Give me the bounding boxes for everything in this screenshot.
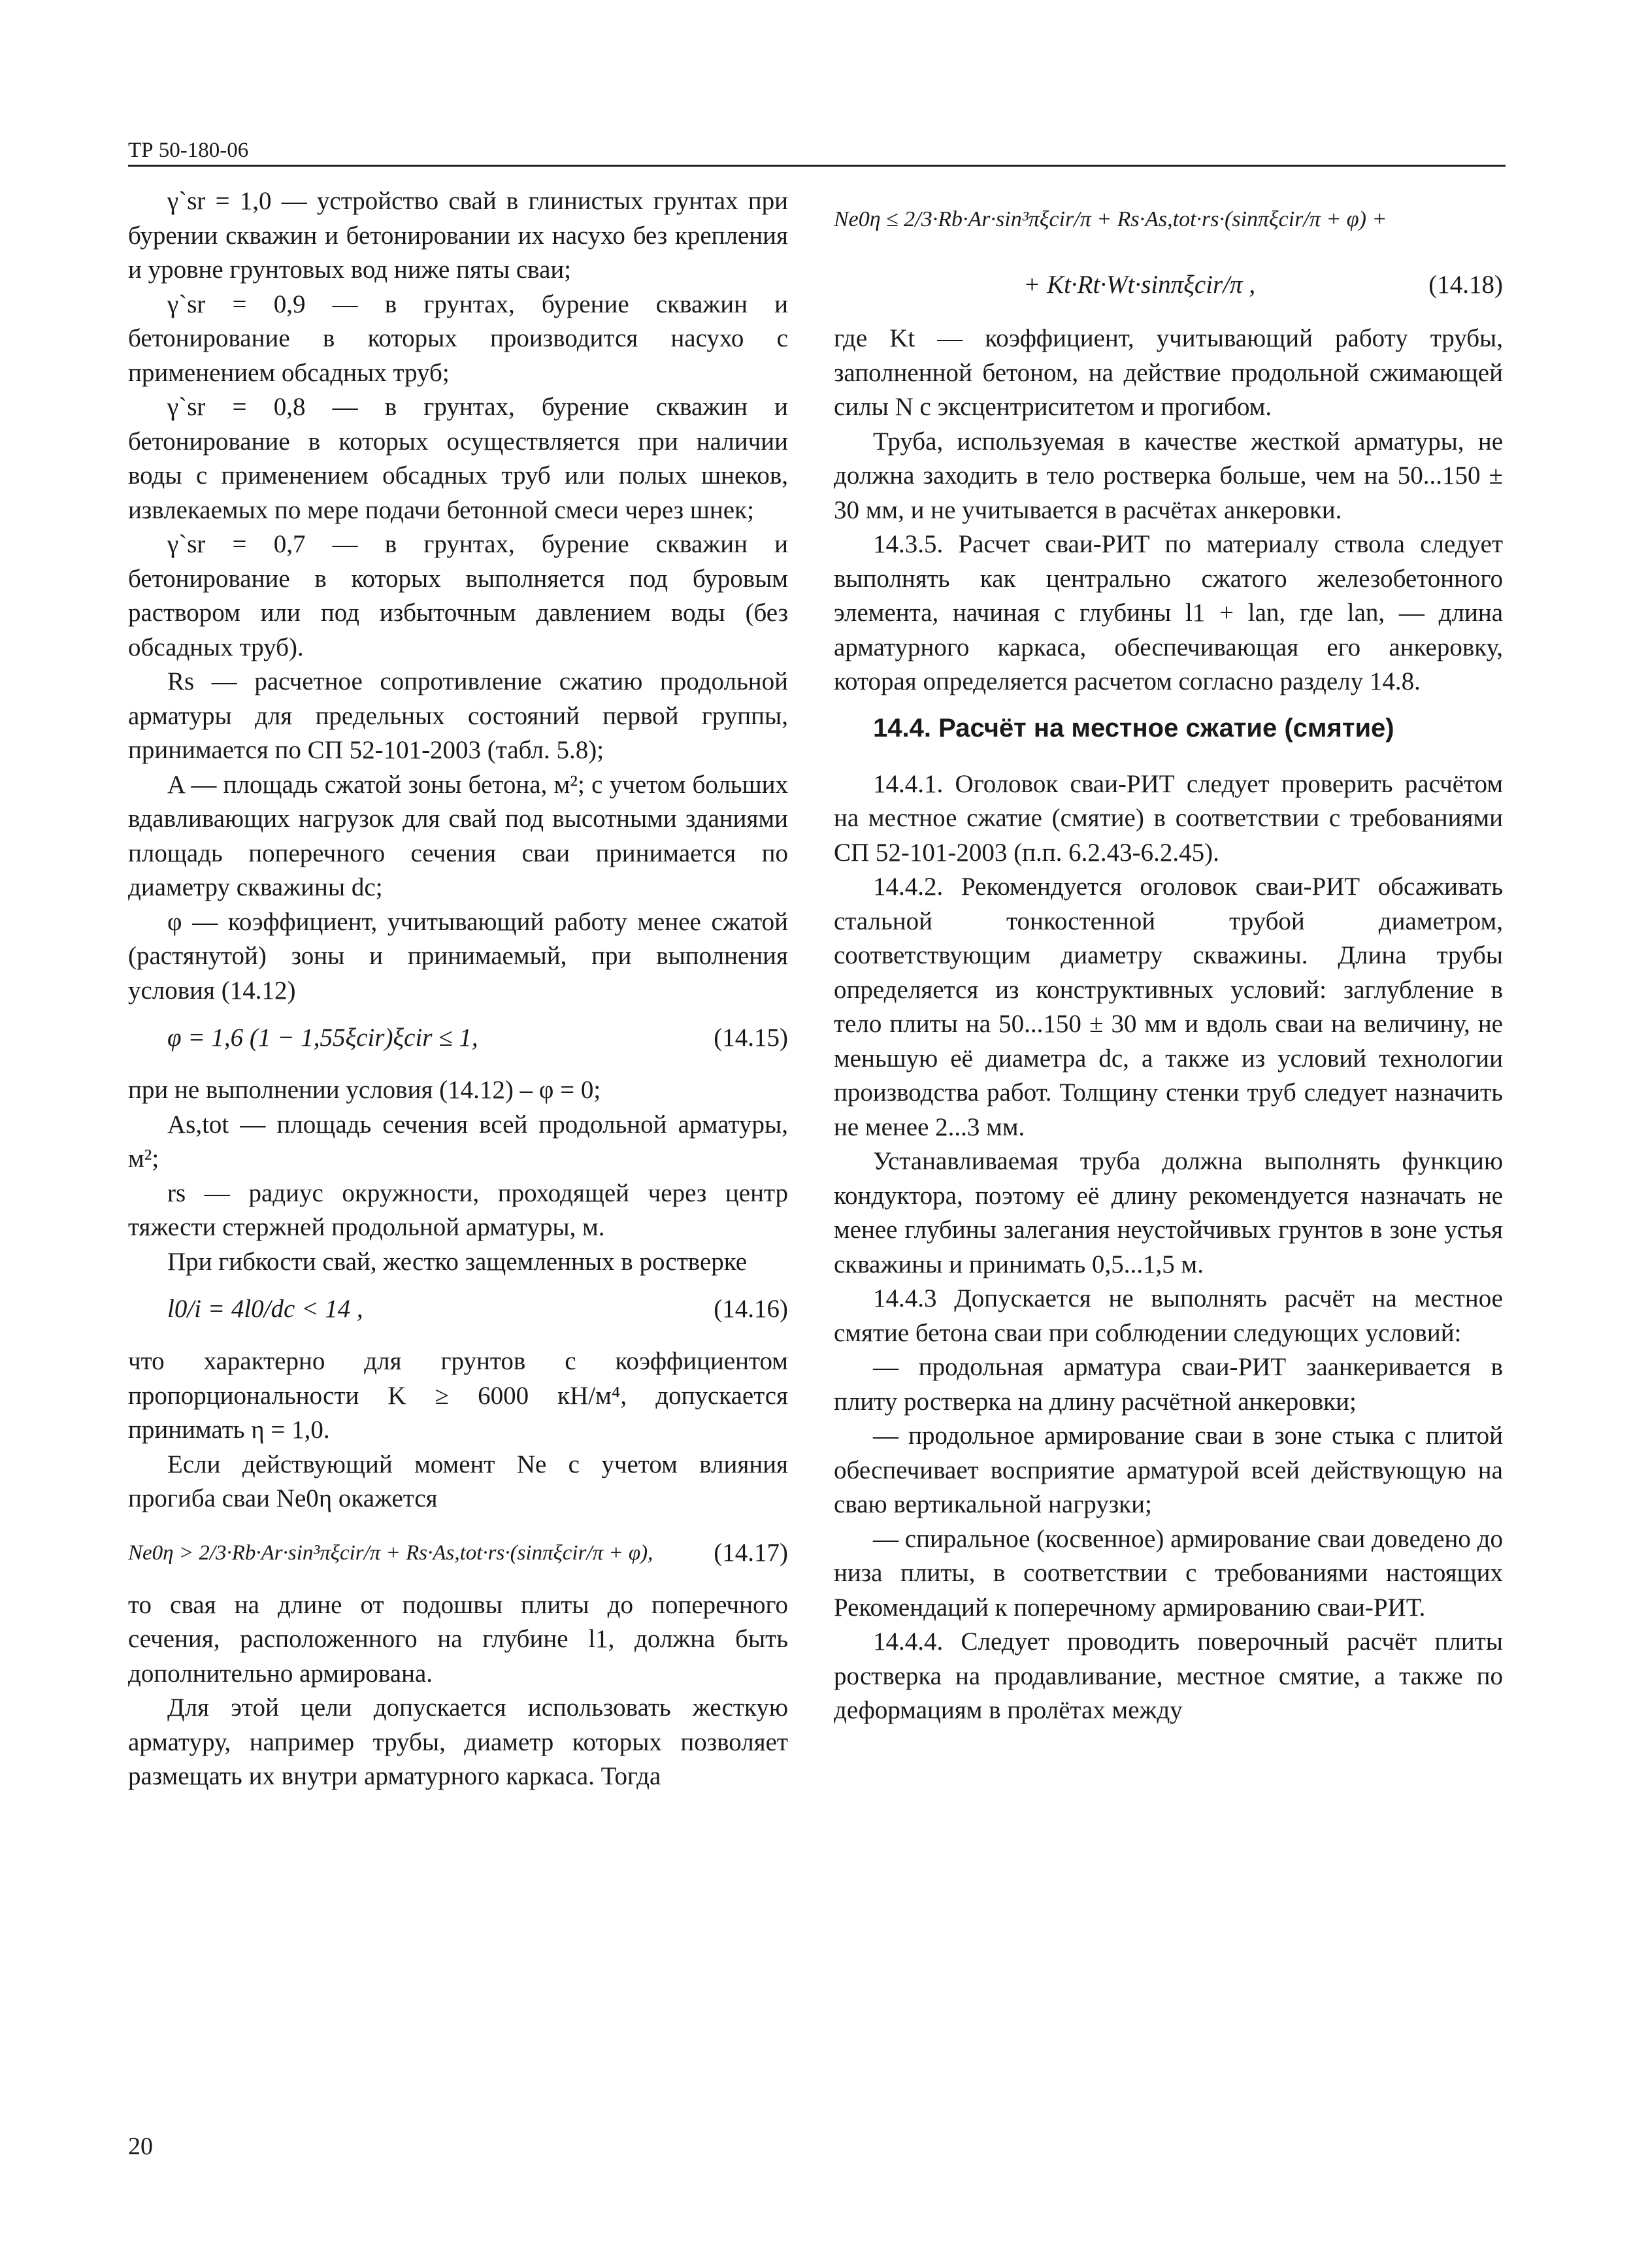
paragraph: то свая на длине от подошвы плиты до поперечного сечения, расположенного на глубине l1, должна быть дополнительно армирована.	[128, 1590, 788, 1688]
paragraph: Rs — расчетное сопротивление сжатию продольной арматуры для предельных состояний первой группы, принимается по СП 52-101-2003 (табл. 5.8);	[128, 667, 788, 764]
equation-number: (14.15)	[714, 1024, 788, 1052]
left-column	[128, 184, 788, 1794]
paragraph: As,tot — площадь сечения всей продольной арматуры, м²;	[128, 1110, 788, 1173]
paragraph: rs — радиус окружности, проходящей через центр тяжести стержней продольной арматуры, м.	[128, 1178, 788, 1241]
paragraph: где Kt — коэффициент, учитывающий работу трубы, заполненной бетоном, на действие продольной сжимающей силы N с эксцентриситетом и прогибом.	[834, 324, 1503, 421]
list-item: — спиральное (косвенное) армирование сваи доведено до низа плиты, в соответствии с требованиями настоящих Рекомендаций к поперечному армированию сваи-РИТ.	[834, 1524, 1503, 1622]
equation-14-18-line1	[834, 184, 1503, 256]
paragraph: γ`sr = 0,8 — в грунтах, бурение скважин и бетонирование в которых осуществляется при наличии воды с применением обсадных труб или полых шнеков, извлекаемых по мере подачи бетонной смеси через шнек;	[128, 393, 788, 524]
paragraph: 14.4.2. Рекомендуется оголовок сваи-РИТ обсаживать стальной тонкостенной трубой диаметром, соответствующим диаметру скважины. Длина трубы определяется из конструктивных условий: заглубление в тело плиты на 50...150 ± 30 мм и вдоль сваи на величину, не меньшую её диаметра dc, а также из условий технологии производства работ. Толщину стенки труб следует назначить не менее 2...3 мм.	[834, 873, 1503, 1141]
paragraph: 14.3.5. Расчет сваи-РИТ по материалу ствола следует выполнять как центрально сжатого железобетонного элемента, начиная с глубины l1 + lan, где lan, — длина арматурного каркаса, обеспечивающая его анкеровку, которая определяется расчетом согласно разделу 14.8.	[834, 530, 1503, 695]
equation-body: φ = 1,6 (1 − 1,55ξcir)ξcir ≤ 1,	[167, 1024, 478, 1052]
paragraph: A — площадь сжатой зоны бетона, м²; с учетом больших вдавливающих нагрузок для свай под высотными зданиями площадь поперечного сечения сваи принимается по диаметру скважины dc;	[128, 770, 788, 901]
equation-14-15	[128, 1008, 788, 1073]
paragraph: 14.4.1. Оголовок сваи-РИТ следует проверить расчётом на местное сжатие (смятие) в соответствии с требованиями СП 52-101-2003 (п.п. 6.2.43-6.2.45).	[834, 769, 1503, 867]
paragraph: γ`sr = 0,9 — в грунтах, бурение скважин и бетонирование в которых производится насухо с применением обсадных труб;	[128, 290, 788, 387]
paragraph: Труба, используемая в качестве жесткой арматуры, не должна заходить в тело ростверка больше, чем на 50...150 ± 30 мм, и не учитывается в расчётах анкеровки.	[834, 427, 1503, 524]
paragraph: γ`sr = 0,7 — в грунтах, бурение скважин и бетонирование в которых выполняется под буровым раствором или под избыточным давлением воды (без обсадных труб).	[128, 530, 788, 661]
right-column	[834, 184, 1503, 1728]
paragraph: γ`sr = 1,0 — устройство свай в глинистых грунтах при бурении скважин и бетонировании их насухо без крепления и уровне грунтовых вод ниже пяты сваи;	[128, 187, 788, 284]
paragraph: что характерно для грунтов с коэффициентом пропорциональности K ≥ 6000 кН/м⁴, допускается принимать η = 1,0.	[128, 1347, 788, 1444]
equation-body: Ne0η > 2/3·Rb·Ar·sin³πξcir/π + Rs·As,tot·rs·(sinπξcir/π + φ),	[128, 1541, 653, 1565]
paragraph: φ — коэффициент, учитывающий работу менее сжатой (растянутой) зоны и принимаемый, при выполнения условия (14.12)	[128, 907, 788, 1005]
document-code: ТР 50-180-06	[128, 139, 249, 162]
paragraph: Устанавливаемая труба должна выполнять функцию кондуктора, поэтому её длину рекомендуется назначать не менее глубины залегания неустойчивых грунтов в зоне устья скважины и принимать 0,5...1,5 м.	[834, 1147, 1503, 1278]
equation-14-16	[128, 1279, 788, 1344]
page-number: 20	[128, 2133, 153, 2160]
equation-body: l0/i = 4l0/dc < 14 ,	[167, 1295, 363, 1323]
equation-14-17	[128, 1516, 788, 1588]
list-item: — продольное армирование сваи в зоне стыка с плитой обеспечивает восприятие арматурой всей действующую на сваю вертикальной нагрузки;	[834, 1422, 1503, 1518]
running-header	[128, 137, 1506, 167]
paragraph: Если действующий момент Ne с учетом влияния прогиба сваи Ne0η окажется	[128, 1450, 788, 1512]
equation-number: (14.18)	[1428, 271, 1503, 299]
paragraph: при не выполнении условия (14.12) – φ = 0;	[128, 1076, 601, 1104]
equation-body: Ne0η ≤ 2/3·Rb·Ar·sin³πξcir/π + Rs·As,tot·rs·(sinπξcir/π + φ) +	[834, 207, 1387, 231]
equation-14-18-line2	[834, 256, 1503, 322]
paragraph: При гибкости свай, жестко защемленных в ростверке	[167, 1247, 748, 1276]
equation-number: (14.16)	[714, 1295, 788, 1323]
equation-body: + Kt·Rt·Wt·sinπξcir/π ,	[1023, 271, 1256, 299]
paragraph: Для этой цели допускается использовать жесткую арматуру, например трубы, диаметр которых позволяет размещать их внутри арматурного каркаса. Тогда	[128, 1693, 788, 1790]
paragraph: 14.4.3 Допускается не выполнять расчёт на местное смятие бетона сваи при соблюдении следующих условий:	[834, 1284, 1503, 1347]
list-item: — продольная арматура сваи-РИТ заанкеривается в плиту ростверка на длину расчётной анкеровки;	[834, 1353, 1503, 1416]
paragraph: 14.4.4. Следует проводить поверочный расчёт плиты ростверка на продавливание, местное смятие, а также по деформациям в пролётах между	[834, 1627, 1503, 1724]
section-heading: 14.4. Расчёт на местное сжатие (смятие)	[873, 713, 1394, 742]
equation-number: (14.17)	[714, 1538, 788, 1567]
